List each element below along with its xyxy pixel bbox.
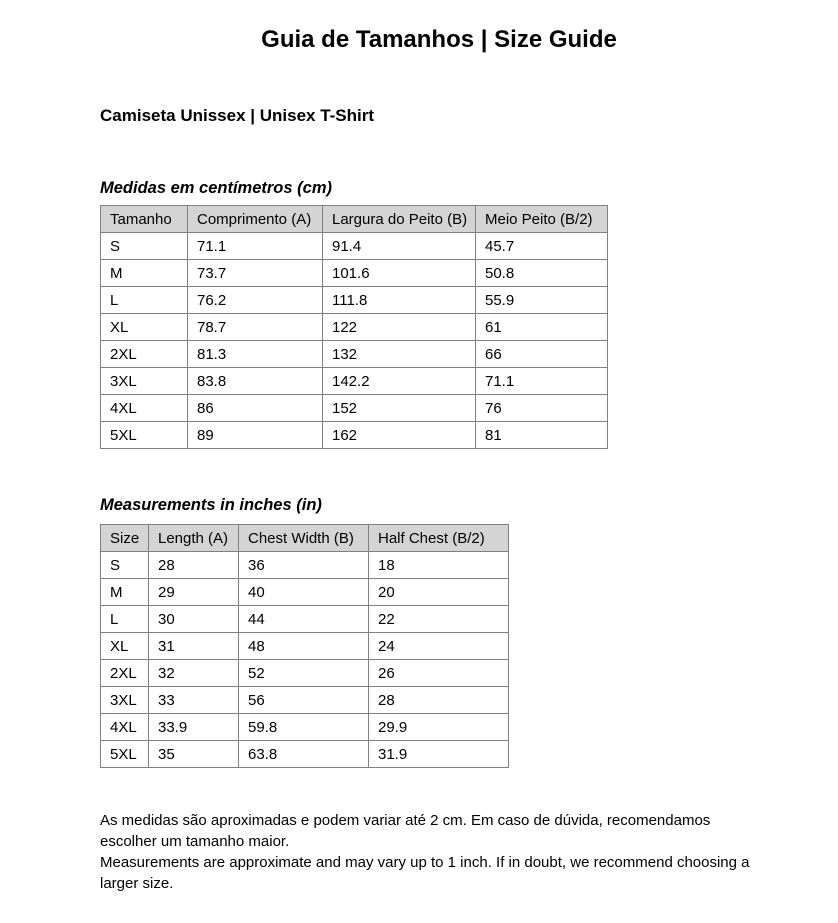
value-cell: 28	[369, 687, 509, 714]
value-cell: 55.9	[476, 287, 608, 314]
section-heading-cm: Medidas em centímetros (cm)	[100, 179, 332, 197]
value-cell: 29.9	[369, 714, 509, 741]
table-row	[101, 260, 608, 287]
value-cell: 26	[369, 660, 509, 687]
section-heading-inches: Measurements in inches (in)	[100, 496, 322, 514]
size-cell: 2XL	[101, 341, 188, 368]
value-cell: 29	[149, 579, 239, 606]
value-cell: 122	[323, 314, 476, 341]
size-cell: XL	[101, 314, 188, 341]
table-row	[101, 633, 509, 660]
value-cell: 162	[323, 422, 476, 449]
value-cell: 28	[149, 552, 239, 579]
value-cell: 81	[476, 422, 608, 449]
size-cell: 5XL	[101, 741, 149, 768]
value-cell: 31.9	[369, 741, 509, 768]
table-header-row	[101, 206, 608, 233]
value-cell: 33.9	[149, 714, 239, 741]
size-cell: 4XL	[101, 395, 188, 422]
value-cell: 32	[149, 660, 239, 687]
value-cell: 83.8	[188, 368, 323, 395]
value-cell: 81.3	[188, 341, 323, 368]
table-row	[101, 287, 608, 314]
table-header-row	[101, 525, 509, 552]
value-cell: 31	[149, 633, 239, 660]
value-cell: 45.7	[476, 233, 608, 260]
value-cell: 152	[323, 395, 476, 422]
note-english: Measurements are approximate and may vary up to 1 inch. If in doubt, we recommend choosing a larger size.	[100, 854, 750, 892]
size-cell: L	[101, 606, 149, 633]
value-cell: 89	[188, 422, 323, 449]
value-cell: 35	[149, 741, 239, 768]
column-header: Comprimento (A)	[188, 206, 323, 233]
value-cell: 61	[476, 314, 608, 341]
column-header: Size	[101, 525, 149, 552]
value-cell: 71.1	[188, 233, 323, 260]
table-row	[101, 395, 608, 422]
value-cell: 142.2	[323, 368, 476, 395]
column-header: Length (A)	[149, 525, 239, 552]
table-row	[101, 714, 509, 741]
table-row	[101, 314, 608, 341]
value-cell: 76	[476, 395, 608, 422]
column-header: Meio Peito (B/2)	[476, 206, 608, 233]
value-cell: 86	[188, 395, 323, 422]
size-cell: M	[101, 579, 149, 606]
size-cell: S	[101, 552, 149, 579]
value-cell: 76.2	[188, 287, 323, 314]
page-title: Guia de Tamanhos | Size Guide	[261, 26, 617, 53]
value-cell: 73.7	[188, 260, 323, 287]
column-header: Largura do Peito (B)	[323, 206, 476, 233]
value-cell: 22	[369, 606, 509, 633]
value-cell: 63.8	[239, 741, 369, 768]
size-cell: 3XL	[101, 368, 188, 395]
size-cell: 4XL	[101, 714, 149, 741]
value-cell: 52	[239, 660, 369, 687]
size-cell: S	[101, 233, 188, 260]
value-cell: 50.8	[476, 260, 608, 287]
size-cell: 5XL	[101, 422, 188, 449]
product-subtitle: Camiseta Unissex | Unisex T-Shirt	[100, 106, 375, 125]
value-cell: 71.1	[476, 368, 608, 395]
value-cell: 56	[239, 687, 369, 714]
size-table-cm	[100, 205, 608, 449]
table-row	[101, 552, 509, 579]
table-row	[101, 687, 509, 714]
value-cell: 44	[239, 606, 369, 633]
table-row	[101, 368, 608, 395]
size-cell: XL	[101, 633, 149, 660]
value-cell: 91.4	[323, 233, 476, 260]
table-row	[101, 233, 608, 260]
value-cell: 132	[323, 341, 476, 368]
table-row	[101, 422, 608, 449]
value-cell: 78.7	[188, 314, 323, 341]
table-row	[101, 741, 509, 768]
table-row	[101, 341, 608, 368]
size-table-inches	[100, 524, 509, 768]
value-cell: 30	[149, 606, 239, 633]
column-header: Tamanho	[101, 206, 188, 233]
table-row	[101, 579, 509, 606]
value-cell: 40	[239, 579, 369, 606]
value-cell: 101.6	[323, 260, 476, 287]
note-portuguese: As medidas são aproximadas e podem variar até 2 cm. Em caso de dúvida, recomendamos escolher um tamanho maior.	[100, 812, 711, 850]
column-header: Half Chest (B/2)	[369, 525, 509, 552]
size-cell: 2XL	[101, 660, 149, 687]
table-row	[101, 606, 509, 633]
value-cell: 24	[369, 633, 509, 660]
column-header: Chest Width (B)	[239, 525, 369, 552]
value-cell: 20	[369, 579, 509, 606]
disclaimer-notes	[100, 810, 762, 894]
size-cell: M	[101, 260, 188, 287]
value-cell: 18	[369, 552, 509, 579]
size-guide-page	[100, 0, 778, 894]
value-cell: 36	[239, 552, 369, 579]
value-cell: 48	[239, 633, 369, 660]
value-cell: 59.8	[239, 714, 369, 741]
value-cell: 66	[476, 341, 608, 368]
size-cell: L	[101, 287, 188, 314]
size-cell: 3XL	[101, 687, 149, 714]
value-cell: 111.8	[323, 287, 476, 314]
value-cell: 33	[149, 687, 239, 714]
table-row	[101, 660, 509, 687]
